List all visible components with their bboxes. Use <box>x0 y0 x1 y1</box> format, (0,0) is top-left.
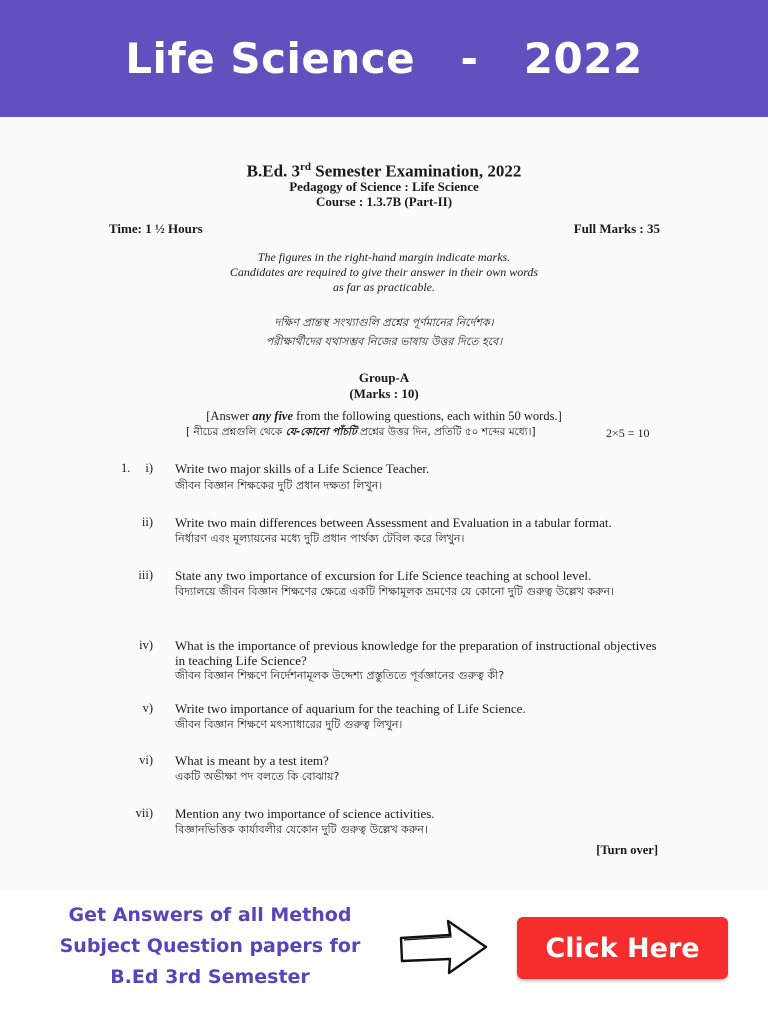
course-code: Course : 1.3.7B (Part-II) <box>315 194 453 209</box>
question-label: ii) <box>141 515 153 529</box>
question-paper <box>0 117 768 890</box>
question-label: vi) <box>139 753 153 767</box>
instruction-part: [Answer <box>206 409 253 423</box>
question-text: Write two importance of aquarium for the teaching of Life Science. <box>175 701 526 716</box>
cta-line: Get Answers of all Method <box>68 904 352 926</box>
instruction-bn-emphasis: যে-কোনো পাঁচটি <box>285 426 357 438</box>
question-label: i) <box>145 461 153 475</box>
question-text: What is meant by a test item? <box>175 753 329 768</box>
instruction-note: The figures in the right-hand margin indicate marks. <box>257 250 511 264</box>
group-instruction-bn <box>186 425 536 442</box>
question-text-bn: বিদ্যালয়ে জীবন বিজ্ঞান শিক্ষণের ক্ষেত্রে একটি শিক্ষামূলক ভ্রমণের যে কোনো দুটি গুরুত্ব উল্লেখ করুন। <box>175 585 614 598</box>
exam-title-sup: rd <box>300 161 312 173</box>
instruction-note-bn: পরীক্ষার্থীদের যথাসম্ভব নিজের ভাষায় উত্তর দিতে হবে। <box>265 335 503 348</box>
instruction-note: Candidates are required to give their answer in their own words <box>229 265 539 279</box>
instruction-note: as far as practicable. <box>333 280 435 294</box>
exam-time: Time: 1 ½ Hours <box>109 221 203 236</box>
exam-title-main: B.Ed. 3 <box>246 161 301 181</box>
instruction-part: from the following questions, each within 50 words.] <box>293 409 562 423</box>
instruction-bn-part: প্রশ্নের উত্তর দিন, প্রতিটি ৫০ শব্দের মধ্যে।] <box>356 426 536 438</box>
cta-line: Subject Question papers for <box>59 935 361 957</box>
question-text: What is the importance of previous knowledge for the preparation of instructional objectives in teaching Life Science? <box>175 638 657 668</box>
group-marks: (Marks : 10) <box>349 386 419 401</box>
question-text-bn: বিজ্ঞানভিত্তিক কার্যাবলীর যেকোন দুটি গুরুত্ব উল্লেখ করুন। <box>175 823 428 836</box>
group-instruction <box>0 409 768 424</box>
question-label: vii) <box>135 806 153 820</box>
page-title: Life Science - 2022 <box>125 34 643 83</box>
question-label: iii) <box>138 568 153 582</box>
click-here-button[interactable]: Click Here <box>517 917 728 979</box>
instruction-emphasis: any five <box>252 409 294 423</box>
instruction-note-bn: দক্ষিণ প্রান্তস্থ সংখ্যাগুলি প্রশ্নের পূর্ণমানের নির্দেশক। <box>274 316 494 329</box>
group-heading: Group-A <box>358 370 410 385</box>
exam-subtitle: Pedagogy of Science : Life Science <box>289 179 479 194</box>
cta-message <box>40 900 380 993</box>
question-number: 1. <box>121 461 131 475</box>
question-text: State any two importance of excursion for Life Science teaching at school level. <box>175 568 592 583</box>
question-text-bn: একটি অভীক্ষা পদ বলতে কি বোঝায়? <box>175 770 340 783</box>
question-text-bn: নির্ধারণ এবং মূল্যায়নের মধ্যে দুটি প্রধান পার্থক্য টেবিল করে লিখুন। <box>175 532 465 545</box>
arrow-right-icon <box>398 916 490 978</box>
full-marks: Full Marks : 35 <box>573 221 660 236</box>
question-text: Write two major skills of a Life Science Teacher. <box>175 461 430 476</box>
question-text: Mention any two importance of science activities. <box>175 806 435 821</box>
turn-over-label: [Turn over] <box>596 843 658 857</box>
question-text-bn: জীবন বিজ্ঞান শিক্ষণে মৎস্যাধারের দুটি গুরুত্ব লিখুন। <box>175 718 403 731</box>
header-banner <box>0 0 768 117</box>
instruction-bn-part: [ নীচের প্রশ্নগুলি থেকে <box>186 426 286 438</box>
cta-line: B.Ed 3rd Semester <box>110 966 310 988</box>
question-label: iv) <box>139 638 153 652</box>
question-label: v) <box>142 701 153 715</box>
question-text-bn: জীবন বিজ্ঞান শিক্ষণে নির্দেশনামূলক উদ্দেশ্য প্রস্তুতিতে পূর্বজ্ঞানের গুরুত্ব কী? <box>175 669 505 682</box>
question-text: Write two main differences between Assessment and Evaluation in a tabular format. <box>175 515 612 530</box>
instruction-marks: 2×5 = 10 <box>606 426 650 440</box>
question-text-bn: জীবন বিজ্ঞান শিক্ষকের দুটি প্রধান দক্ষতা লিখুন। <box>175 479 383 492</box>
exam-title-rest: Semester Examination, 2022 <box>311 161 522 181</box>
